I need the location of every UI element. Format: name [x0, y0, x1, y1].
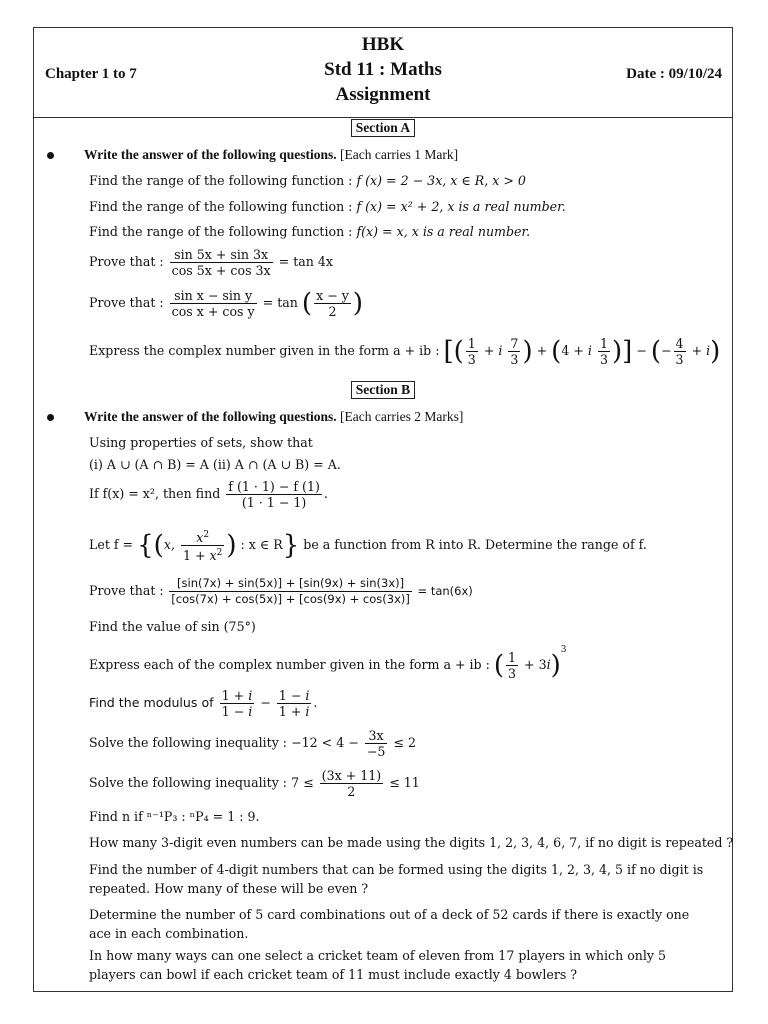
question: Find the modulus of $\frac{1 + i}{1 - i}$ − $\frac{1 - i}{1 + i}$ . — [89, 688, 318, 719]
assignment-date: Date : 09/10/24 — [626, 66, 722, 82]
question: Find the number of 4-digit numbers that can be formed using the digits 1, 2, 3, 4, 5 if no digit is repeated. How many of these will be even ? — [89, 862, 704, 896]
assignment-page — [33, 27, 733, 992]
fraction: $\frac{x - y}{2}$ — [316, 288, 349, 319]
section-b-heading: Section B — [34, 381, 732, 399]
question: Find n if ⁿ⁻¹P₃ : ⁿP₄ = 1 : 9. — [89, 809, 260, 824]
question: Find the range of the following function : f (x) = x² + 2, x is a real number. — [89, 199, 566, 214]
question: Express each of the complex number given in the form a + ib : ( $\frac{1}{3}$ + 3i)$^3$ — [89, 644, 567, 681]
subject-title: Std 11 : Maths — [324, 59, 442, 80]
question: How many 3-digit even numbers can be made using the digits 1, 2, 3, 4, 6, 7, if no digit is repeated ? — [89, 835, 734, 850]
document-type: Assignment — [335, 84, 431, 105]
question: Let f = {(x, $\frac{x^2}{1 + x^2}$ ) : x ∈ R} be a function from R into R. Determine the range of f. — [89, 530, 647, 564]
question: Solve the following inequality : −12 < 4 − $\frac{3x}{-5}$ ≤ 2 — [89, 728, 416, 759]
bullet-icon — [47, 414, 54, 421]
question-parts: (i) A ∪ (A ∩ B) = A (ii) A ∩ (A ∪ B) = A. — [89, 457, 341, 472]
fraction: $\frac{f (1 \cdot 1) - f (1)}{(1 \cdot 1 - 1)}$ — [228, 479, 320, 510]
question: Find the value of sin (75°) — [89, 619, 256, 634]
section-b-instruction: Write the answer of the following questions. [Each carries 2 Marks] — [84, 409, 464, 424]
question: Find the range of the following function : f(x) = x, x is a real number. — [89, 224, 531, 239]
school-name: HBK — [361, 34, 405, 55]
question: Determine the number of 5 card combinations out of a deck of 52 cards if there is exactly one ace in each combination. — [89, 907, 690, 941]
question: Prove that : $\frac{\text{sin x − sin y}}{\text{cos x + cos y}}$ = tan ( $\frac{x - y}{2}$ ) — [89, 288, 364, 319]
question: Prove that : $\frac{\sin 5x + \sin 3x}{\cos 5x + \cos 3x}$ = tan 4x — [89, 247, 334, 278]
section-a-instruction: Write the answer of the following questions. [Each carries 1 Mark] — [84, 147, 459, 162]
fraction: $\frac{[\sin(7x) + \sin(5x)] + [\sin(9x) + \sin(3x)]}{[\cos(7x) + \cos(5x)] + [\cos(9x) + \cos(3x)]}$ — [171, 576, 410, 606]
question: Express the complex number given in the form a + ib : [( $\frac{1}{3}$ + i $\frac{7}{3}$ ) + (4 + i $\frac{1}{3}$ )] − (− $\frac{4}{3}$ + i) — [89, 336, 721, 367]
bullet-icon — [47, 152, 54, 159]
fraction: $\frac{\text{sin x − sin y}}{\text{cos x + cos y}}$ — [171, 288, 255, 319]
question: Find the range of the following function : f (x) = 2 − 3x, x ∈ R, x > 0 — [89, 173, 526, 188]
question: In how many ways can one select a cricket team of eleven from 17 players in which only 5 players can bowl if each cricket team of 11 must include exactly 4 bowlers ? — [89, 948, 667, 982]
question: If f(x) = x², then find $\frac{f (1 \cdot 1) - f (1)}{(1 \cdot 1 - 1)}$ . — [89, 479, 328, 510]
fraction: $\frac{\sin 5x + \sin 3x}{\cos 5x + \cos 3x}$ — [171, 247, 271, 278]
fraction: $\frac{(3x + 11)}{2}$ — [321, 768, 382, 799]
section-a-heading: Section A — [34, 119, 732, 137]
fraction: $\frac{3x}{-5}$ — [366, 728, 386, 759]
question: Solve the following inequality : 7 ≤ $\frac{(3x + 11)}{2}$ ≤ 11 — [89, 768, 420, 799]
question: Prove that : $\frac{[\sin(7x) + \sin(5x)] + [\sin(9x) + \sin(3x)]}{[\cos(7x) + \cos(5x)] + [\cos(9x) + \cos(3x)]}$ = tan(6x) — [89, 576, 473, 606]
header — [34, 28, 732, 118]
chapter-range: Chapter 1 to 7 — [45, 66, 137, 82]
question: Using properties of sets, show that — [89, 435, 313, 450]
